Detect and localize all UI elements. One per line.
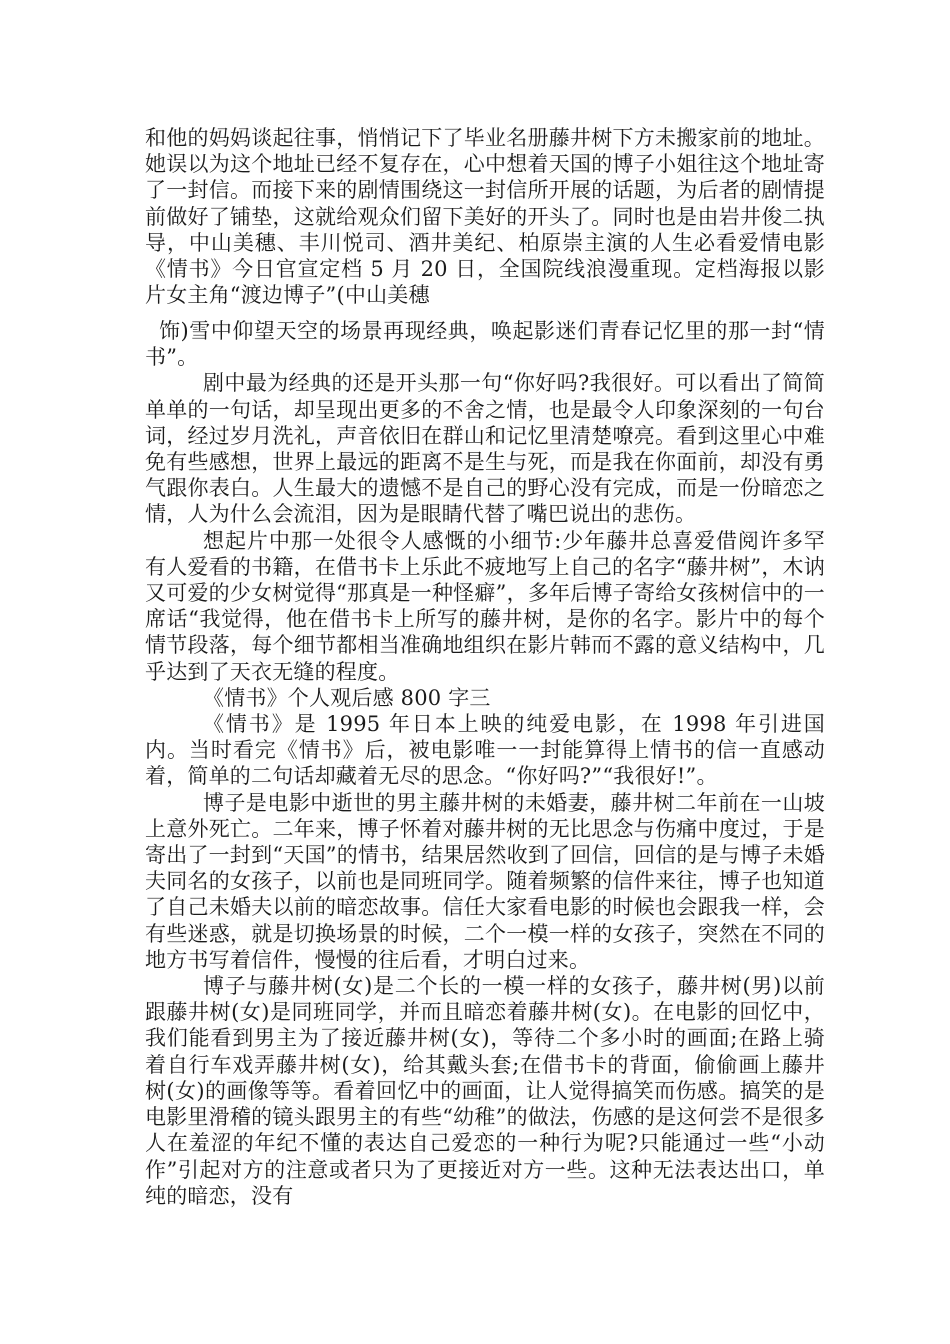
paragraph: 博子与藤井树(女)是二个长的一模一样的女孩子，藤井树(男)以前跟藤井树(女)是同班同学，并而且暗恋着藤井树(女)。在电影的回忆中，我们能看到男主为了接近藤井树(女)，等待二个多小时的画面;在路上骑着自行车戏弄藤井树(女)，给其戴头套;在借书卡的背面，偷偷画上藤井树(女)的画像等等。看着回忆中的画面，让人觉得搞笑而伤感。搞笑的是电影里滑稽的镜头跟男主的有些“幼稚”的做法，伤感的是这何尝不是很多人在羞涩的年纪不懂的表达自己爱恋的一种行为呢?只能通过一些“小动作”引起对方的注意或者只为了更接近对方一些。这种无法表达出口，单纯的暗恋，没有 (145, 974, 825, 1208)
paragraph: 剧中最为经典的还是开头那一句“你好吗?我很好。可以看出了简简单单的一句话，却呈现出更多的不舍之情，也是最令人印象深刻的一句台词，经过岁月洗礼，声音依旧在群山和记忆里清楚嘹亮。看到这里心中难免有些感想，世界上最远的距离不是生与死，而是我在你面前，却没有勇气跟你表白。人生最大的遗憾不是自己的野心没有完成，而是一份暗恋之情，人为什么会流泪，因为是眼睛代替了嘴巴说出的悲伤。 (145, 371, 825, 527)
paragraph: 想起片中那一处很令人感慨的小细节:少年藤井总喜爱借阅许多罕有人爱看的书籍，在借书卡上乐此不疲地写上自己的名字“藤井树”，木讷又可爱的少女树觉得“那真是一种怪癖”，多年后博子寄给女孩树信中的一席话“我觉得，他在借书卡上所写的藤井树，是你的名字。影片中的每个情节段落，每个细节都相当准确地组织在影片韩而不露的意义结构中，几乎达到了天衣无缝的程度。 (145, 528, 825, 684)
text-block-top (145, 125, 825, 308)
text-block-main (145, 318, 825, 1209)
paragraph: 《情书》是 1995 年日本上映的纯爱电影，在 1998 年引进国内。当时看完《情书》后，被电影唯一一封能算得上情书的信一直感动着，简单的二句话却藏着无尽的思念。“你好吗?”“我很好!”。 (145, 712, 825, 789)
paragraph: 和他的妈妈谈起往事，悄悄记下了毕业名册藤井树下方未搬家前的地址。她误以为这个地址已经不复存在，心中想着天国的博子小姐往这个地址寄了一封信。而接下来的剧情围绕这一封信所开展的话题，为后者的剧情提前做好了铺垫，这就给观众们留下美好的开头了。同时也是由岩井俊二执导，中山美穗、丰川悦司、酒井美纪、柏原崇主演的人生必看爱情电影《情书》今日官宣定档 5 月 20 日，全国院线浪漫重现。定档海报以影片女主角“渡边博子”(中山美穗 (145, 126, 825, 308)
paragraph: 博子是电影中逝世的男主藤井树的未婚妻，藤井树二年前在一山坡上意外死亡。二年来，博子怀着对藤井树的无比思念与伤痛中度过，于是寄出了一封到“天国”的情书，结果居然收到了回信，回信的是与博子未婚夫同名的女孩子，以前也是同班同学。随着频繁的信件来往，博子也知道了自己未婚夫以前的暗恋故事。信任大家看电影的时候也会跟我一样，会有些迷惑，就是切换场景的时候，二个一模一样的女孩子，突然在不同的地方书写着信件，慢慢的往后看，才明白过来。 (145, 790, 825, 972)
paragraph: 饰)雪中仰望天空的场景再现经典，唤起影迷们青春记忆里的那一封“情书”。 (145, 319, 825, 370)
section-heading: 《情书》个人观后感 800 字三 (203, 685, 491, 710)
